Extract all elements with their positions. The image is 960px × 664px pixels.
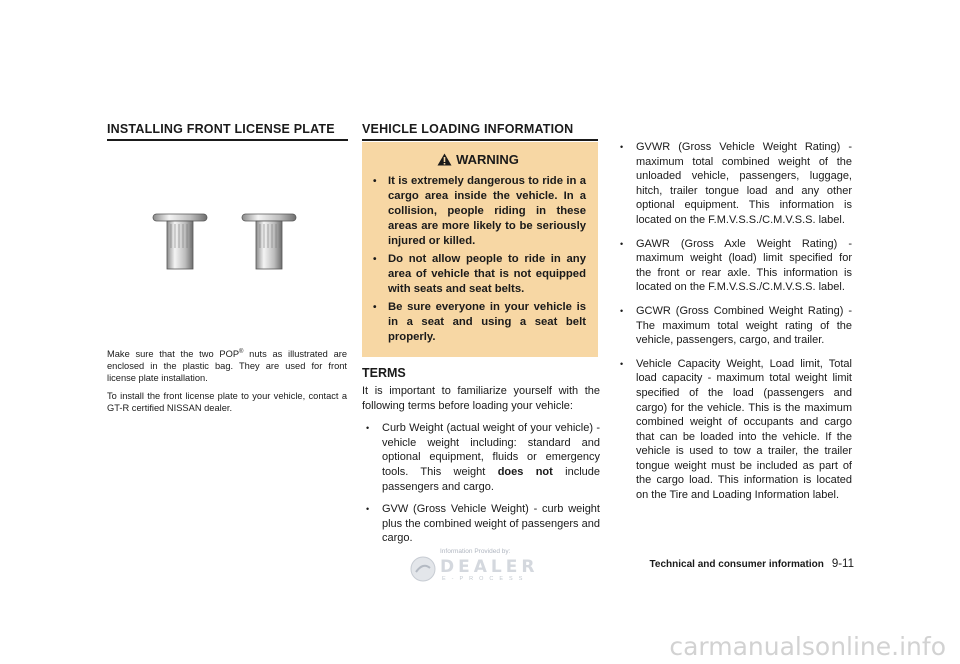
terms-heading: TERMS — [362, 366, 406, 380]
license-plate-paragraph-1: Make sure that the two POP® nuts as illustrated are enclosed in the plastic bag. They are used for front license plate installation. — [107, 349, 348, 384]
term-curb-weight: • Curb Weight (actual weight of your vehicle) - vehicle weight including: standard and optional equipment, fluids or emergency tools. This weight does not include passengers and cargo. — [362, 421, 600, 494]
dealer-logo-icon — [410, 556, 436, 582]
warning-list — [370, 174, 586, 345]
warning-box — [362, 142, 598, 357]
pop-nut-right — [242, 214, 296, 269]
license-plate-section-title: INSTALLING FRONT LICENSE PLATE — [107, 122, 348, 141]
term-gawr: • GAWR (Gross Axle Weight Rating) - maximum weight (load) limit specified for the front or rear axle. This information is located on the F.M.V.S.S./C.M.V.S.S. label. — [616, 237, 852, 295]
license-plate-body — [107, 346, 347, 420]
page-footer — [622, 558, 854, 570]
term-capacity-weight: • Vehicle Capacity Weight, Load limit, Total load capacity - maximum total weight limit specified of the load (passengers and cargo) for the vehicle. This is the maximum combined weight of occupants and cargo that can be loaded into the vehicle. If the vehicle is used to tow a trailer, the trailer tongue weight must be included as part of the cargo load. This information is located on the Tire and Loading Information label. — [616, 357, 852, 503]
dealer-caption: Information Provided by: — [440, 548, 511, 555]
dealer-eprocess-mark — [410, 548, 550, 588]
terms-intro: It is important to familiarize yourself with the following terms before loading your vehicle: — [362, 385, 600, 412]
terms-body — [362, 384, 600, 554]
pop-nuts-illustration — [150, 210, 310, 276]
term-gvw: • GVW (Gross Vehicle Weight) - curb weight plus the combined weight of passengers and cargo. — [362, 502, 600, 546]
vehicle-loading-section-title: VEHICLE LOADING INFORMATION — [362, 122, 598, 141]
footer-section-name: Technical and consumer information — [649, 559, 824, 570]
warning-triangle-icon — [437, 153, 452, 166]
pop-nut-left — [153, 214, 207, 269]
term-gvwr: • GVWR (Gross Vehicle Weight Rating) - maximum total combined weight of the unloaded vehicle, passengers, luggage, hitch, trailer tongue load and any other optional equipment. This information is located on the F.M.V.S.S./C.M.V.S.S. label. — [616, 140, 852, 228]
license-plate-paragraph-2: To install the front license plate to your vehicle, contact a GT-R certified NISSAN dealer. — [107, 391, 347, 414]
page-number: 9-11 — [831, 558, 854, 570]
site-watermark: carmanualsonline.info — [669, 632, 946, 661]
terms-list — [362, 421, 600, 546]
registered-mark: ® — [239, 349, 244, 355]
warning-item: • It is extremely dangerous to ride in a cargo area inside the vehicle. In a collision, people riding in these areas are more likely to be seriously injured or killed. — [370, 174, 586, 249]
terms-list-continued — [616, 140, 852, 503]
term-gcwr: • GCWR (Gross Combined Weight Rating) - The maximum total weight rating of the vehicle, passengers, cargo, and trailer. — [616, 304, 852, 348]
warning-item: • Be sure everyone in your vehicle is in a seat and using a seat belt properly. — [370, 300, 586, 345]
warning-item: • Do not allow people to ride in any area of vehicle that is not equipped with seats and seat belts. — [370, 252, 586, 297]
warning-heading: WARNING — [370, 150, 586, 174]
dealer-sub: E-PROCESS — [442, 576, 529, 582]
terms-continued — [616, 140, 852, 512]
dealer-name: DEALER — [440, 557, 539, 577]
